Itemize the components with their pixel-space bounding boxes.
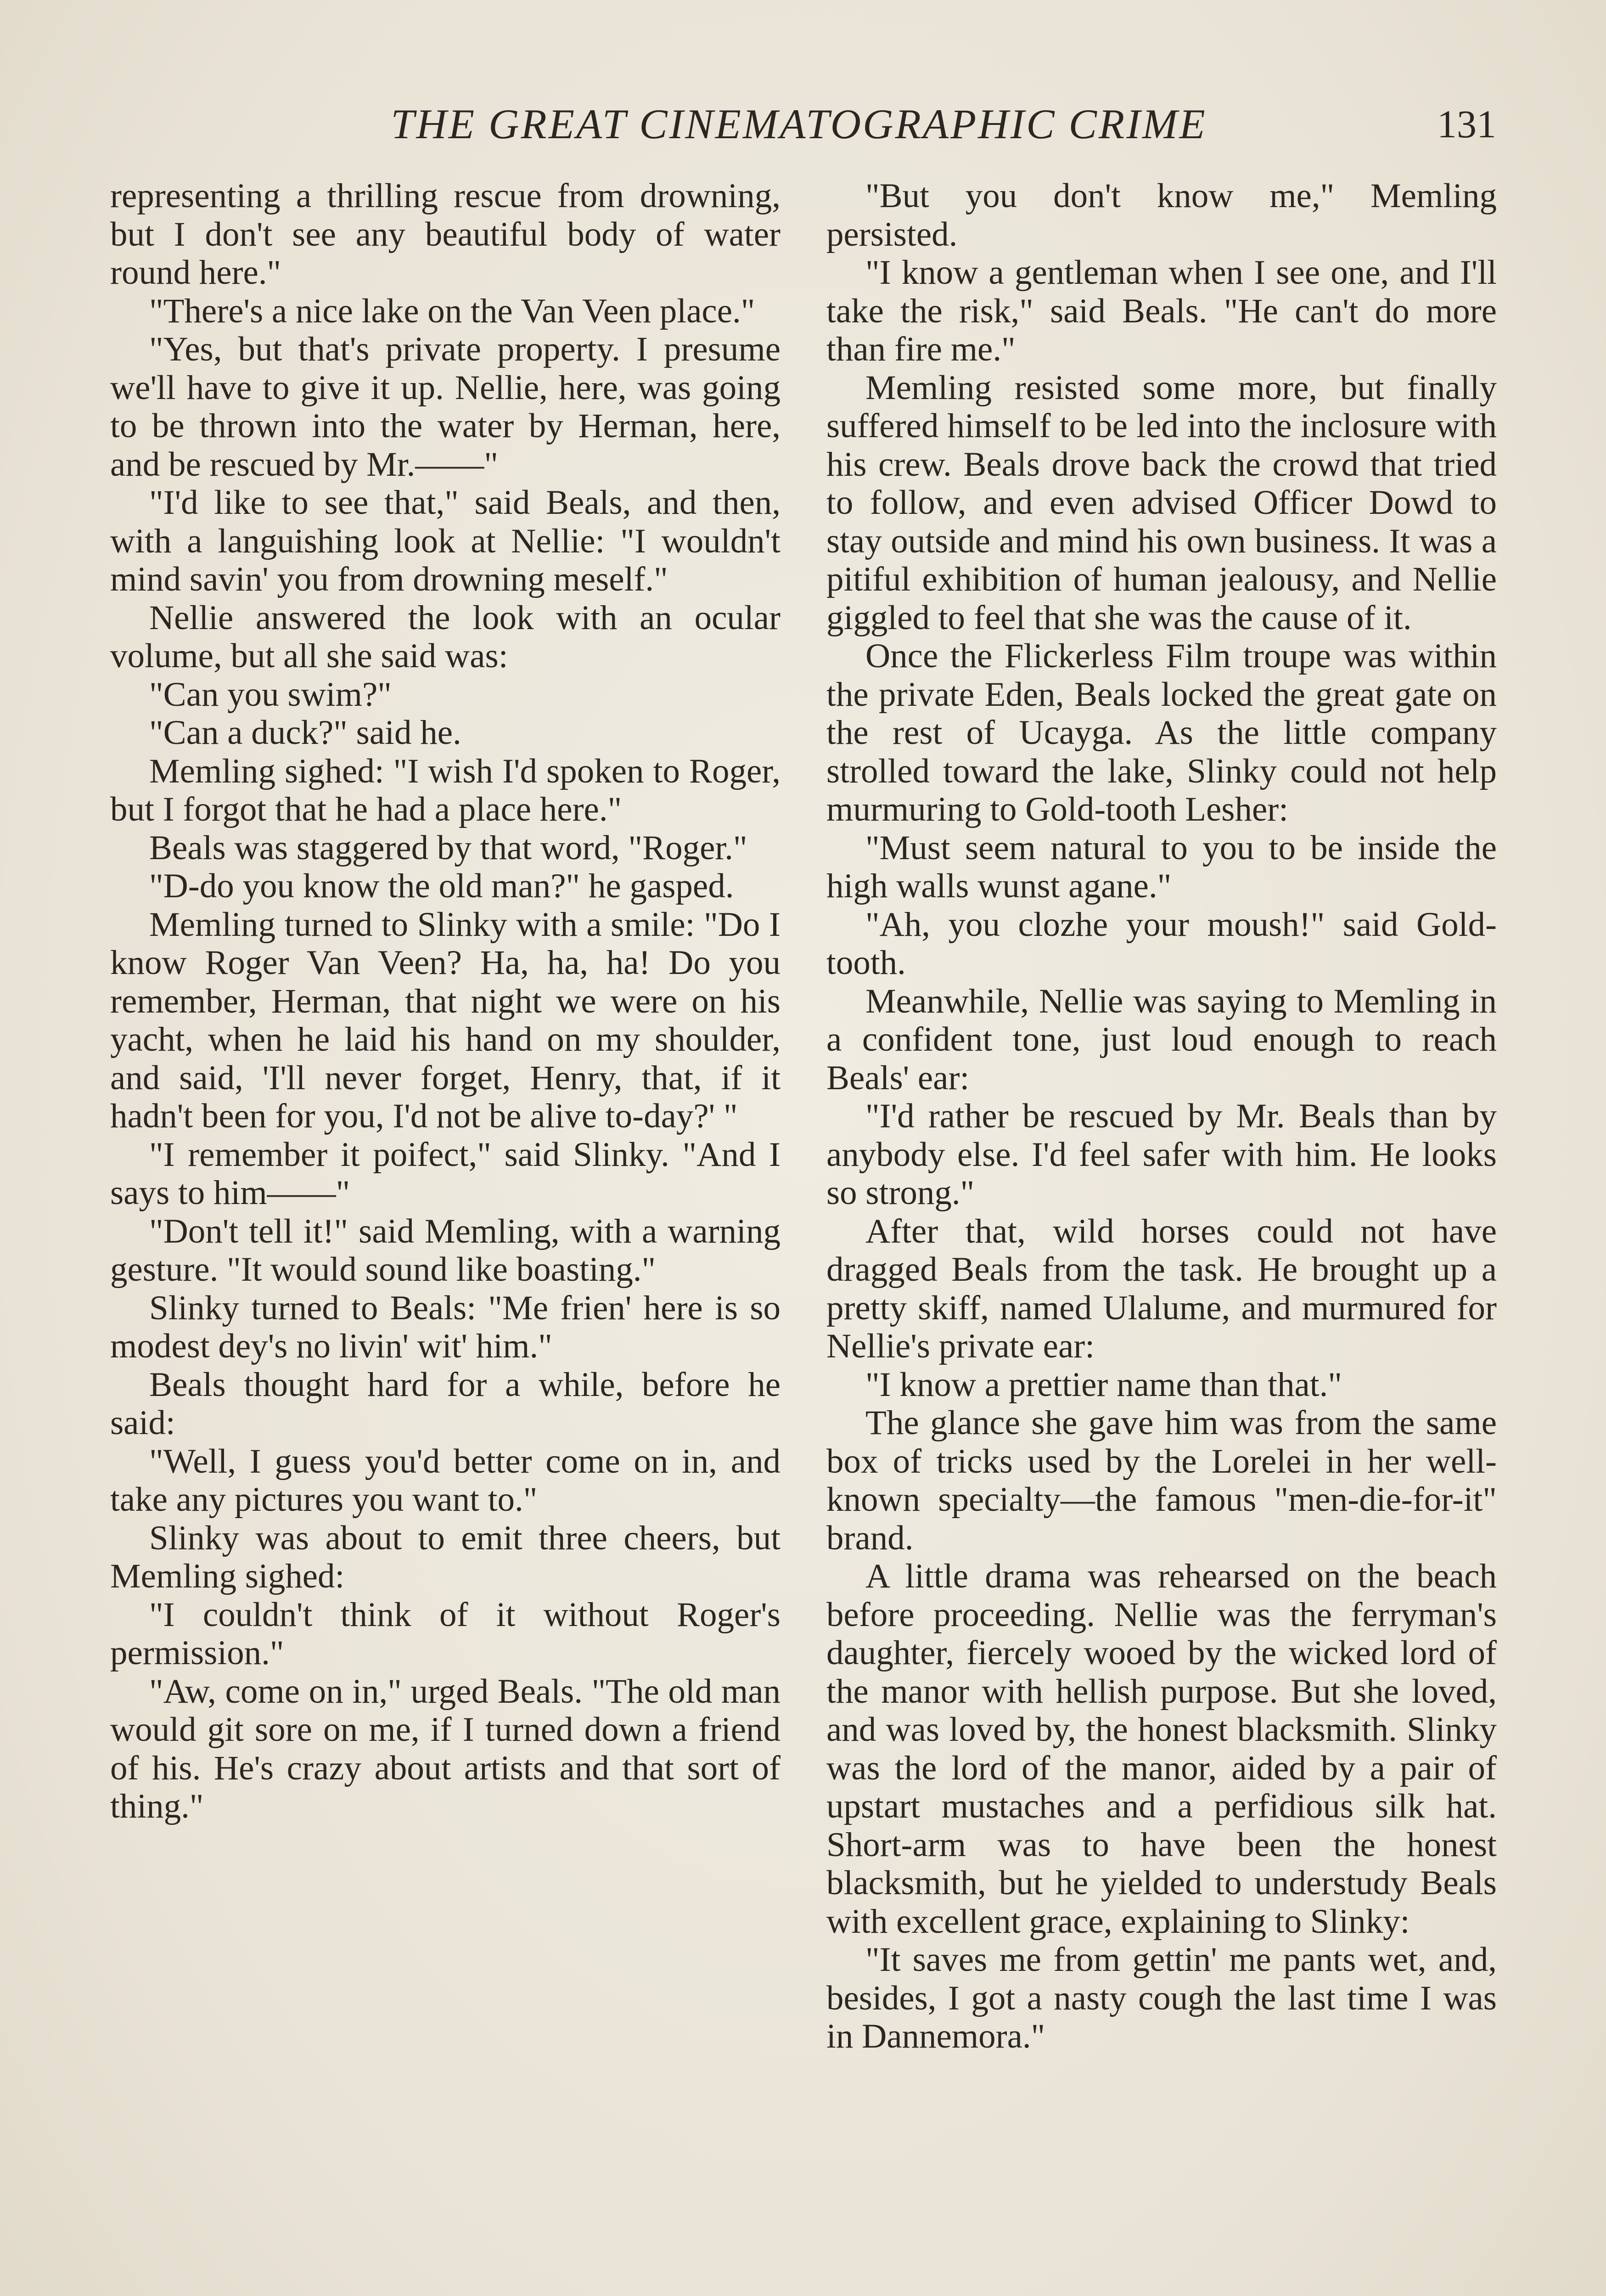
paragraph: representing a thrilling rescue from drowning, but I don't see any beautiful body of water round here." [110, 177, 781, 292]
paragraph: After that, wild horses could not have dragged Beals from the task. He brought up a pretty skiff, named Ulalume, and murmured for Nellie's private ear: [826, 1212, 1497, 1365]
paragraph: "Can a duck?" said he. [149, 714, 461, 752]
paragraph: "It saves me from gettin' me pants wet, and, besides, I got a nasty cough the last time I was in Dannemora." [826, 1941, 1497, 2055]
paragraph: Once the Flickerless Film troupe was within the private Eden, Beals locked the great gate on the rest of Ucayga. As the little company strolled toward the lake, Slinky could not help murmuring to Gold-tooth Lesher: [826, 637, 1497, 828]
paragraph: "I know a gentleman when I see one, and I'll take the risk," said Beals. "He can't do more than fire me." [826, 253, 1497, 368]
paragraph: The glance she gave him was from the same box of tricks used by the Lorelei in her well-known specialty—the famous "men-die-for-it" brand. [826, 1404, 1497, 1557]
running-head [0, 94, 1606, 154]
right-column [826, 177, 1497, 2056]
paragraph: "Don't tell it!" said Memling, with a warning gesture. "It would sound like boasting." [110, 1212, 781, 1289]
paragraph: A little drama was rehearsed on the beach before proceeding. Nellie was the ferryman's daughter, fiercely wooed by the wicked lord of the manor with hellish purpose. But she loved, and was loved by, the honest blacksmith. Slinky was the lord of the manor, aided by a pair of upstart mustaches and a perfidious silk hat. Short-arm was to have been the honest blacksmith, but he yielded to understudy Beals with excellent grace, explaining to Slinky: [826, 1557, 1497, 1941]
paragraph: Memling resisted some more, but finally suffered himself to be led into the inclosure with his crew. Beals drove back the crowd that tried to follow, and even advised Officer Dowd to stay outside and mind his own business. It was a pitiful exhibition of human jealousy, and Nellie giggled to feel that she was the cause of it. [826, 368, 1497, 637]
paragraph: "Ah, you clozhe your moush!" said Gold-tooth. [826, 905, 1497, 982]
paragraph: "Aw, come on in," urged Beals. "The old man would git sore on me, if I turned down a friend of his. He's crazy about artists and that sort of thing." [110, 1672, 781, 1825]
left-column [110, 177, 781, 1826]
paragraph: "I know a prettier name than that." [865, 1365, 1342, 1404]
paragraph: Beals thought hard for a while, before he said: [110, 1365, 781, 1442]
paragraph: Slinky was about to emit three cheers, but Memling sighed: [110, 1519, 781, 1595]
paragraph: "Can you swim?" [149, 675, 392, 714]
paragraph: "I'd like to see that," said Beals, and then, with a languishing look at Nellie: "I wouldn't mind savin' you from drowning meself." [110, 484, 781, 598]
paragraph: "Must seem natural to you to be inside the high walls wunst agane." [826, 828, 1497, 905]
paragraph: "There's a nice lake on the Van Veen place." [149, 292, 755, 330]
paragraph: "I remember it poifect," said Slinky. "And I says to him——" [110, 1135, 781, 1212]
page-number: 131 [1437, 102, 1496, 146]
running-title: THE GREAT CINEMATOGRAPHIC CRIME [391, 101, 1207, 147]
paragraph: "But you don't know me," Memling persisted. [826, 177, 1497, 253]
paragraph: "I'd rather be rescued by Mr. Beals than by anybody else. I'd feel safer with him. He looks so strong." [826, 1097, 1497, 1212]
paragraph: "D-do you know the old man?" he gasped. [149, 867, 734, 905]
paragraph: Memling turned to Slinky with a smile: "Do I know Roger Van Veen? Ha, ha, ha! Do you remember, Herman, that night we were on his yacht, when he laid his hand on my shoulder, and said, 'I'll never forget, Henry, that, if it hadn't been for you, I'd not be alive to-day?' " [110, 905, 781, 1135]
paragraph: Meanwhile, Nellie was saying to Memling in a confident tone, just loud enough to reach Beals' ear: [826, 982, 1497, 1097]
paragraph: Memling sighed: "I wish I'd spoken to Roger, but I forgot that he had a place here." [110, 752, 781, 828]
paragraph: "Yes, but that's private property. I presume we'll have to give it up. Nellie, here, was going to be thrown into the water by Herman, here, and be rescued by Mr.——" [110, 330, 781, 484]
paragraph: Nellie answered the look with an ocular volume, but all she said was: [110, 598, 781, 675]
paragraph: "Well, I guess you'd better come on in, and take any pictures you want to." [110, 1442, 781, 1519]
paragraph: Slinky turned to Beals: "Me frien' here is so modest dey's no livin' wit' him." [110, 1289, 781, 1365]
paragraph: "I couldn't think of it without Roger's permission." [110, 1595, 781, 1672]
paragraph: Beals was staggered by that word, "Roger." [149, 828, 747, 867]
